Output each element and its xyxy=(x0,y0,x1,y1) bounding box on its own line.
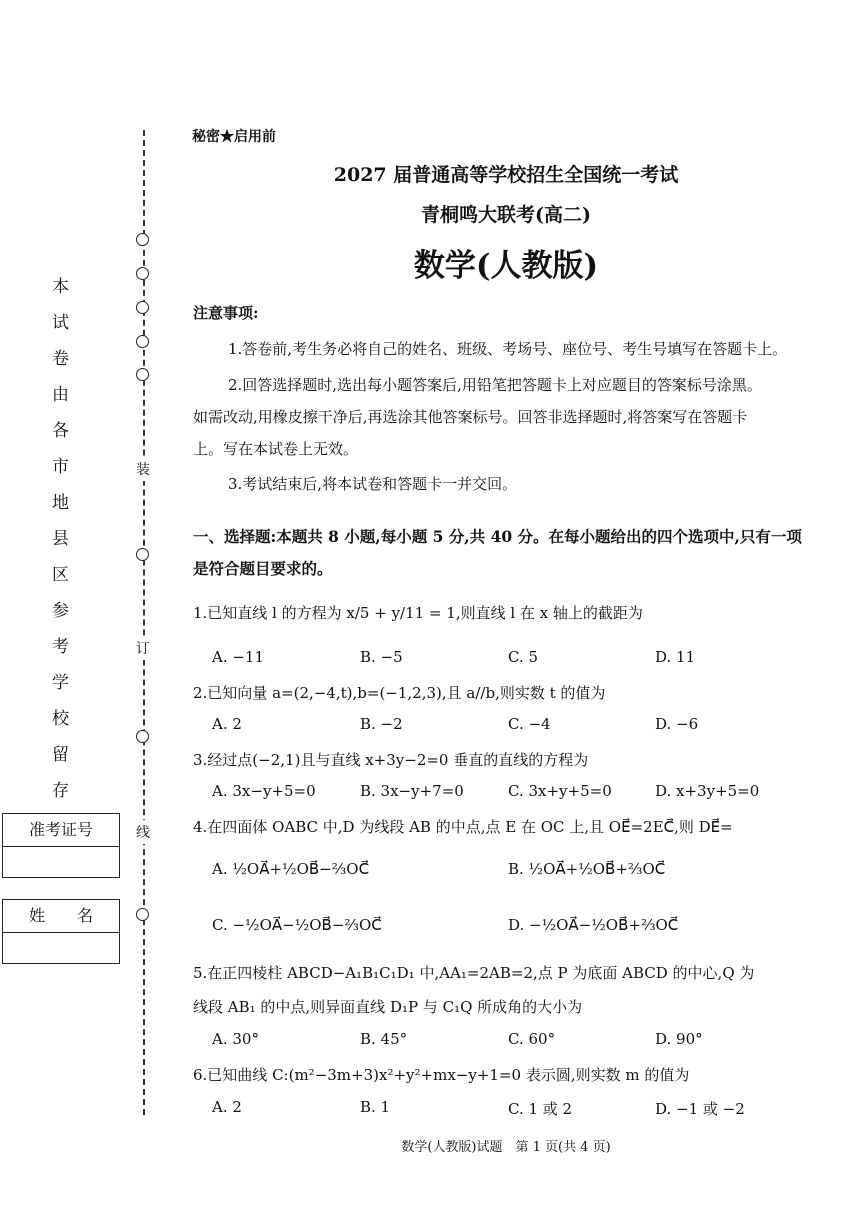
question-5-option-b: B. 45° xyxy=(360,1030,408,1048)
sidebar-char: 存 xyxy=(52,781,69,801)
section-heading-cont: 是符合题目要求的。 xyxy=(193,559,333,578)
question-6-option-a: A. 2 xyxy=(212,1098,242,1116)
question-6-option-c: C. 1 或 2 xyxy=(508,1100,573,1118)
question-2-stem: 2.已知向量 a=(2,−4,t),b=(−1,2,3),且 a//b,则实数 t 的值为 xyxy=(193,684,606,702)
binding-hole xyxy=(136,908,149,921)
binding-char-xian: 线 xyxy=(136,820,150,844)
question-1-option-b: B. −5 xyxy=(360,648,403,666)
notice-item-1: 1.答卷前,考生务必将自己的姓名、班级、考场号、座位号、考生号填写在答题卡上。 xyxy=(228,340,788,358)
question-2-option-a: A. 2 xyxy=(212,715,242,733)
question-1-option-c: C. 5 xyxy=(508,648,539,666)
subject-title: 数学(人教版) xyxy=(413,248,599,284)
binding-char-zhuang: 装 xyxy=(136,457,150,481)
sidebar-char: 地 xyxy=(52,493,69,513)
sidebar-char: 留 xyxy=(52,745,69,765)
question-1-stem: 1.已知直线 l 的方程为 x/5 + y/11 = 1,则直线 l 在 x 轴上的截距为 xyxy=(193,604,643,622)
question-2-option-d: D. −6 xyxy=(655,715,699,733)
notice-heading: 注意事项: xyxy=(193,304,259,322)
sidebar-char: 卷 xyxy=(52,349,69,369)
sidebar-char: 参 xyxy=(52,601,69,621)
page-footer: 数学(人教版)试题 第 1 页(共 4 页) xyxy=(401,1140,611,1155)
question-4-option-a: A. ½OA⃗+½OB⃗−⅔OC⃗ xyxy=(212,860,370,878)
binding-hole xyxy=(136,335,149,348)
sidebar-char: 市 xyxy=(52,457,69,477)
question-6-stem: 6.已知曲线 C:(m²−3m+3)x²+y²+mx−y+1=0 表示圆,则实数 m 的值为 xyxy=(193,1066,690,1084)
question-1-option-d: D. 11 xyxy=(655,648,696,666)
binding-hole xyxy=(136,368,149,381)
question-2-option-c: C. −4 xyxy=(508,715,551,733)
question-4-option-b: B. ½OA⃗+½OB⃗+⅔OC⃗ xyxy=(508,860,666,878)
secret-mark: 秘密★启用前 xyxy=(192,129,276,145)
question-5-option-c: C. 60° xyxy=(508,1030,556,1048)
section-heading: 一、选择题:本题共 8 小题,每小题 5 分,共 40 分。在每小题给出的四个选项中,只有一项 xyxy=(193,527,802,546)
sidebar-char: 考 xyxy=(52,637,69,657)
sidebar-char: 学 xyxy=(52,673,69,693)
name-field[interactable] xyxy=(3,933,119,963)
question-4-option-d: D. −½OA⃗−½OB⃗+⅔OC⃗ xyxy=(508,916,679,934)
question-5-option-a: A. 30° xyxy=(212,1030,259,1048)
question-3-option-a: A. 3x−y+5=0 xyxy=(212,782,316,800)
question-3-option-b: B. 3x−y+7=0 xyxy=(360,782,464,800)
notice-item-2-cont: 上。写在本试卷上无效。 xyxy=(193,440,359,458)
notice-item-2-cont: 如需改动,用橡皮擦干净后,再选涂其他答案标号。回答非选择题时,将答案写在答题卡 xyxy=(193,408,748,426)
sidebar-char: 区 xyxy=(52,565,69,585)
sidebar-char: 校 xyxy=(52,709,69,729)
notice-item-2: 2.回答选择题时,选出每小题答案后,用铅笔把答题卡上对应题目的答案标号涂黑。 xyxy=(228,376,762,394)
name-label: 姓 名 xyxy=(3,900,119,933)
sidebar-char: 由 xyxy=(52,385,69,405)
question-3-option-c: C. 3x+y+5=0 xyxy=(508,782,612,800)
question-3-stem: 3.经过点(−2,1)且与直线 x+3y−2=0 垂直的直线的方程为 xyxy=(193,751,589,769)
binding-hole xyxy=(136,301,149,314)
sidebar-char: 本 xyxy=(52,277,69,297)
question-6-option-d: D. −1 或 −2 xyxy=(655,1100,745,1118)
binding-hole xyxy=(136,730,149,743)
name-box xyxy=(2,899,120,964)
notice-item-3: 3.考试结束后,将本试卷和答题卡一并交回。 xyxy=(228,475,518,493)
sidebar-char: 县 xyxy=(52,529,69,549)
question-3-option-d: D. x+3y+5=0 xyxy=(655,782,760,800)
sidebar-char: 试 xyxy=(52,313,69,333)
sidebar-char: 各 xyxy=(52,421,69,441)
exam-subtitle: 青桐鸣大联考(高二) xyxy=(421,204,591,226)
exam-number-box xyxy=(2,813,120,878)
question-5-stem-cont: 线段 AB₁ 的中点,则异面直线 D₁P 与 C₁Q 所成角的大小为 xyxy=(193,998,583,1016)
question-1-option-a: A. −11 xyxy=(212,648,265,666)
question-5-option-d: D. 90° xyxy=(655,1030,703,1048)
question-2-option-b: B. −2 xyxy=(360,715,403,733)
exam-number-label: 准考证号 xyxy=(3,814,119,847)
exam-number-field[interactable] xyxy=(3,847,119,877)
exam-title: 2027 届普通高等学校招生全国统一考试 xyxy=(333,164,679,186)
question-6-option-b: B. 1 xyxy=(360,1098,391,1116)
binding-char-ding: 订 xyxy=(136,636,150,660)
binding-hole xyxy=(136,548,149,561)
question-5-stem: 5.在正四棱柱 ABCD−A₁B₁C₁D₁ 中,AA₁=2AB=2,点 P 为底面 ABCD 的中心,Q 为 xyxy=(193,964,755,982)
question-4-stem: 4.在四面体 OABC 中,D 为线段 AB 的中点,点 E 在 OC 上,且 OE⃗=2EC⃗,则 DE⃗= xyxy=(193,818,733,836)
question-4-option-c: C. −½OA⃗−½OB⃗−⅔OC⃗ xyxy=(212,916,382,934)
